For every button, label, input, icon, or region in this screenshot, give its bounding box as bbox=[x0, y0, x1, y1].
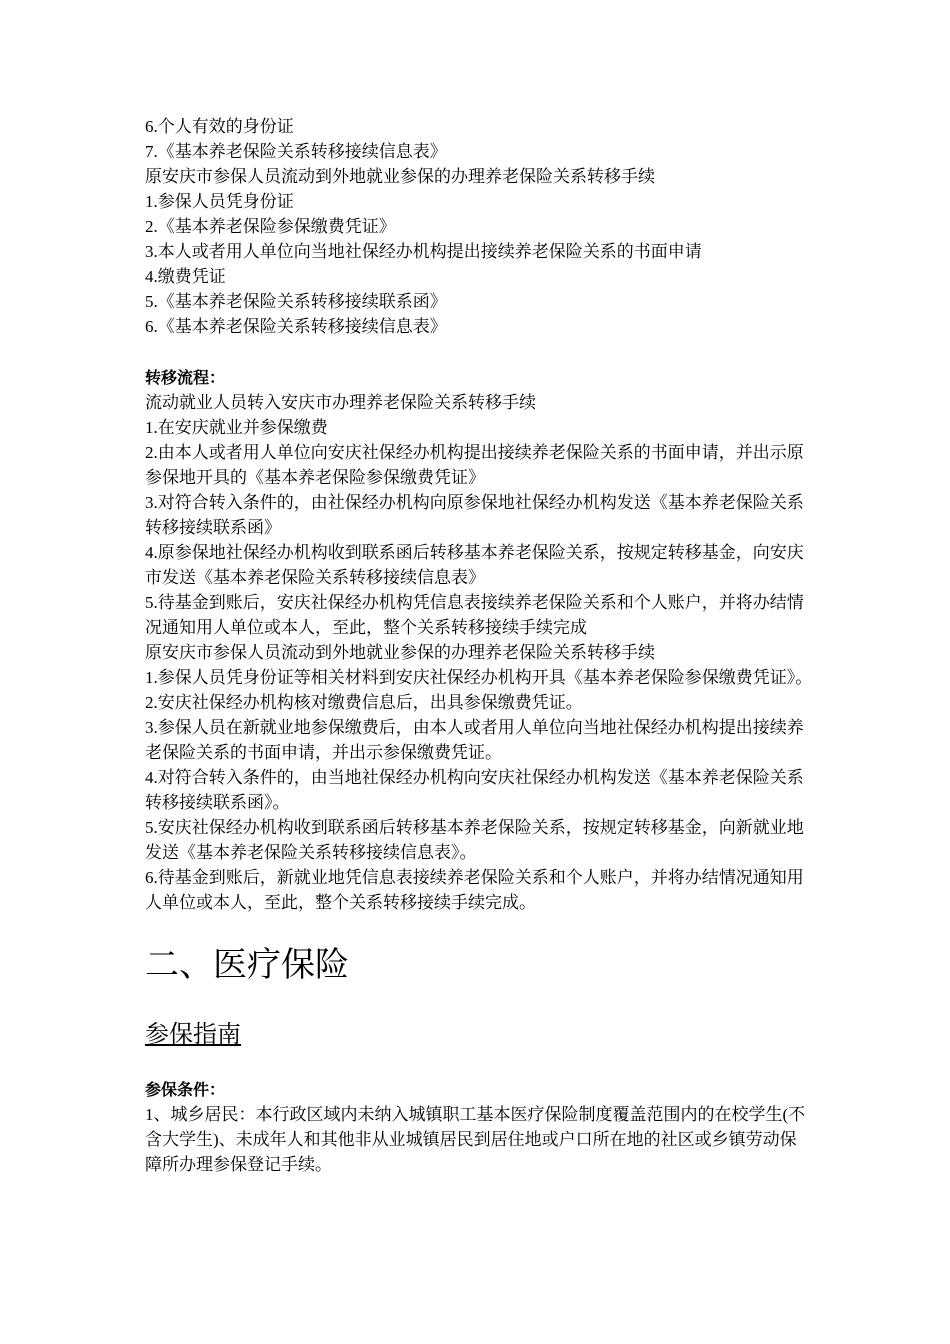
list-item: 6.个人有效的身份证 bbox=[145, 117, 294, 136]
transfer-process-heading: 转移流程： bbox=[145, 368, 226, 387]
list-item: 1.参保人员凭身份证 bbox=[145, 192, 294, 211]
list-item: 2.安庆社保经办机构核对缴费信息后，出具参保缴费凭证。 bbox=[145, 693, 583, 712]
list-item: 5.《基本养老保险关系转移接续联系函》 bbox=[145, 292, 447, 311]
spacer bbox=[145, 339, 813, 365]
list-item: 7.《基本养老保险关系转移接续信息表》 bbox=[145, 142, 447, 161]
list-item: 流动就业人员转入安庆市办理养老保险关系转移手续 bbox=[145, 393, 536, 412]
transfer-process-list bbox=[145, 390, 813, 915]
list-item: 2.由本人或者用人单位向安庆社保经办机构提出接续养老保险关系的书面申请，并出示原参保地开具的《基本养老保险参保缴费凭证》 bbox=[145, 443, 804, 487]
list-item: 3.参保人员在新就业地参保缴费后，由本人或者用人单位向当地社保经办机构提出接续养老保险关系的书面申请，并出示参保缴费凭证。 bbox=[145, 718, 804, 762]
list-item: 5.安庆社保经办机构收到联系函后转移基本养老保险关系，按规定转移基金，向新就业地发送《基本养老保险关系转移接续信息表》。 bbox=[145, 818, 804, 862]
section-subtitle: 参保指南 bbox=[145, 1020, 241, 1048]
conditions-heading: 参保条件： bbox=[145, 1080, 226, 1099]
list-item: 4.原参保地社保经办机构收到联系函后转移基本养老保险关系，按规定转移基金，向安庆市发送《基本养老保险关系转移接续信息表》 bbox=[145, 543, 804, 587]
conditions-list bbox=[145, 1102, 813, 1177]
list-item: 原安庆市参保人员流动到外地就业参保的办理养老保险关系转移手续 bbox=[145, 643, 655, 662]
list-item: 1、城乡居民：本行政区域内未纳入城镇职工基本医疗保险制度覆盖范围内的在校学生(不含大学生)、未成年人和其他非从业城镇居民到居住地或户口所在地的社区或乡镇劳动保障所办理参保登记手续。 bbox=[145, 1105, 806, 1174]
list-item: 5.待基金到账后，安庆社保经办机构凭信息表接续养老保险关系和个人账户，并将办结情况通知用人单位或本人，至此，整个关系转移接续手续完成 bbox=[145, 593, 804, 637]
list-item: 1.在安庆就业并参保缴费 bbox=[145, 418, 328, 437]
required-materials-list bbox=[145, 114, 813, 339]
list-item: 4.对符合转入条件的，由当地社保经办机构向安庆社保经办机构发送《基本养老保险关系转移接续联系函》。 bbox=[145, 768, 804, 812]
list-item: 4.缴费凭证 bbox=[145, 267, 226, 286]
list-item: 3.对符合转入条件的，由社保经办机构向原参保地社保经办机构发送《基本养老保险关系转移接续联系函》 bbox=[145, 493, 804, 537]
list-item: 3.本人或者用人单位向当地社保经办机构提出接续养老保险关系的书面申请 bbox=[145, 242, 702, 261]
list-item: 6.待基金到账后，新就业地凭信息表接续养老保险关系和个人账户，并将办结情况通知用人单位或本人，至此，整个关系转移接续手续完成。 bbox=[145, 868, 804, 912]
section-title: 二、医疗保险 bbox=[145, 945, 349, 985]
document-body bbox=[145, 114, 813, 1177]
list-item: 2.《基本养老保险参保缴费凭证》 bbox=[145, 217, 396, 236]
list-item: 6.《基本养老保险关系转移接续信息表》 bbox=[145, 317, 447, 336]
list-item: 1.参保人员凭身份证等相关材料到安庆社保经办机构开具《基本养老保险参保缴费凭证》。 bbox=[145, 668, 813, 687]
list-item: 原安庆市参保人员流动到外地就业参保的办理养老保险关系转移手续 bbox=[145, 167, 655, 186]
